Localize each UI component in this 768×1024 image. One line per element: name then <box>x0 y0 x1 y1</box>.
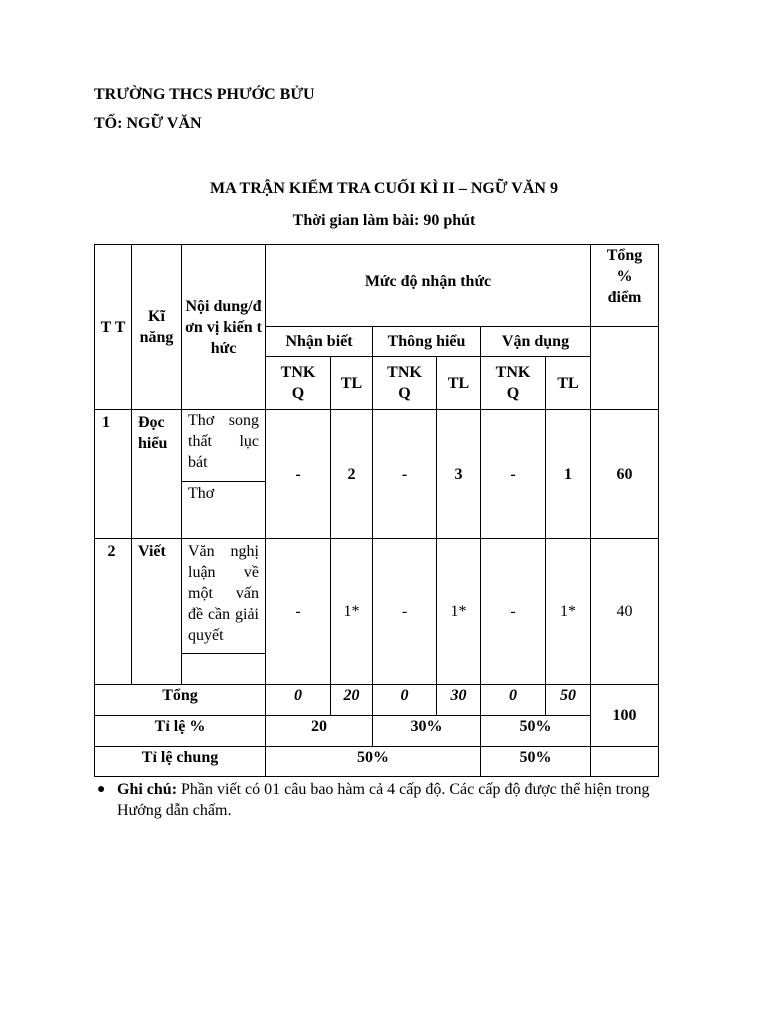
row-content-secondary: Thơ <box>188 485 215 502</box>
sub-header-tl: TL <box>340 374 363 392</box>
row-number: 1 <box>102 414 110 431</box>
col-header-skill: Kĩ năng <box>139 308 174 346</box>
footnote <box>97 779 662 821</box>
level-understand: Thông hiểu <box>387 333 466 350</box>
cell-vd-tl: 1* <box>560 603 576 620</box>
ratio-understand: 30% <box>410 717 443 735</box>
col-header-total: Tổng % điểm <box>606 247 643 306</box>
row-skill: Đọc hiểu <box>138 414 168 452</box>
sum-vd-tl: 50 <box>560 686 576 704</box>
cell-th-tnkq: - <box>401 603 408 620</box>
department-name: TỐ: NGỮ VĂN <box>94 115 202 132</box>
level-apply: Vận dụng <box>501 333 570 350</box>
page-title: MA TRẬN KIỂM TRA CUỐI KÌ II – NGỮ VĂN 9 <box>210 180 558 197</box>
cell-nb-tnkq: - <box>295 603 301 620</box>
cell-row-total: 60 <box>616 465 633 483</box>
sub-header-tnkq: TNK Q <box>387 364 422 402</box>
row-number: 2 <box>107 543 116 560</box>
sum-label: Tổng <box>162 686 198 704</box>
general-ratio-left: 50% <box>357 748 389 766</box>
footnote-label: Ghi chú: <box>117 781 178 798</box>
sum-nb-tnkq: 0 <box>294 686 302 704</box>
sum-th-tl: 30 <box>450 686 467 704</box>
ratio-label: Tỉ lệ % <box>154 717 206 735</box>
sub-header-tl: TL <box>447 374 470 392</box>
col-header-tt: T T <box>100 318 126 336</box>
ratio-recognize: 20 <box>311 717 327 735</box>
cell-row-total: 40 <box>616 603 633 620</box>
sum-vd-tnkq: 0 <box>509 686 517 704</box>
cell-th-tl: 1* <box>450 603 467 620</box>
row-skill: Viết <box>138 543 166 560</box>
sub-header-tl: TL <box>557 374 579 392</box>
cell-vd-tnkq: - <box>510 603 516 620</box>
sum-th-tnkq: 0 <box>400 686 409 704</box>
col-header-content: Nội dung/đơn vị kiến thức <box>185 297 262 357</box>
cell-nb-tl: 1* <box>343 603 360 620</box>
sub-header-tnkq: TNK Q <box>495 364 531 402</box>
cell-vd-tl: 1 <box>564 465 572 483</box>
row-content-secondary <box>188 654 259 684</box>
ratio-apply: 50% <box>519 717 552 735</box>
cell-nb-tnkq: - <box>295 465 301 483</box>
cell-th-tl: 3 <box>454 465 463 483</box>
row-content: Văn nghị luận về một vấn đề cần giải quyết <box>188 543 259 644</box>
sum-nb-tl: 20 <box>343 686 360 704</box>
footnote-text: Phần viết có 01 câu bao hàm cả 4 cấp độ. Các cấp độ được thể hiện trong Hướng dẫn chấm. <box>117 781 650 819</box>
general-ratio-label: Tỉ lệ chung <box>141 748 219 766</box>
level-recognize: Nhận biết <box>285 333 353 350</box>
page-subtitle: Thời gian làm bài: 90 phút <box>292 212 476 229</box>
cell-vd-tnkq: - <box>510 465 516 483</box>
cell-nb-tl: 2 <box>347 465 356 483</box>
school-name: TRƯỜNG THCS PHƯỚC BỬU <box>94 86 315 103</box>
general-ratio-right: 50% <box>519 748 552 766</box>
grand-total: 100 <box>612 707 637 724</box>
col-header-cognitive-level: Mức độ nhận thức <box>364 273 492 290</box>
row-content: Thơ song thất lục bát <box>188 412 259 471</box>
bullet-icon: ● <box>97 782 106 797</box>
sub-header-tnkq: TNK Q <box>280 364 316 402</box>
cell-th-tnkq: - <box>401 465 408 483</box>
